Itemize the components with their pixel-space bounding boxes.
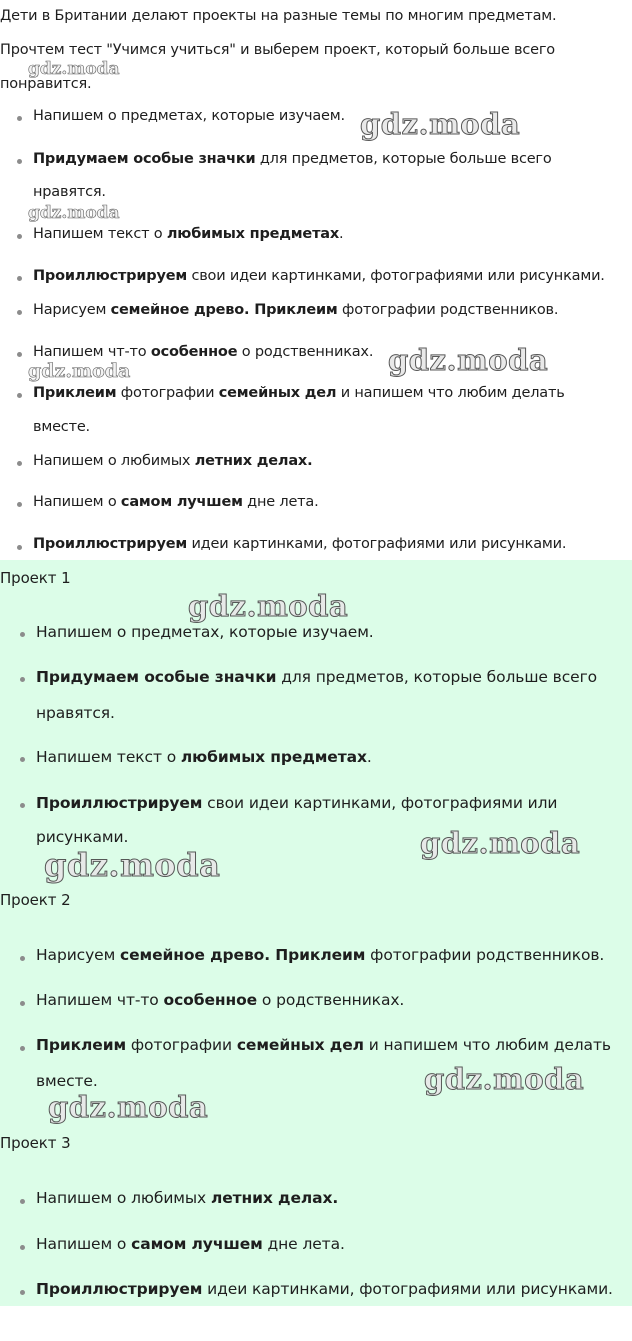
list-bullet <box>17 310 22 315</box>
intro-section <box>0 0 632 560</box>
projects-panel <box>0 560 632 1306</box>
list-item-3 <box>33 226 343 242</box>
list-item-7-continued: вместе. <box>33 419 90 435</box>
project-1-item-2-continued: нравятся. <box>36 704 115 722</box>
watermark-logo: gdz.moda <box>48 1090 209 1124</box>
item-text: . <box>366 748 372 766</box>
watermark-logo: gdz.moda <box>44 846 221 884</box>
project-1-item-4 <box>36 794 557 812</box>
item-text: идеи картинками, фотографиями или рисунками. <box>187 536 567 552</box>
project-1-item-1: Напишем о предметах, которые изучаем. <box>36 623 374 641</box>
bold-text: Придумаем особые значки <box>33 151 256 167</box>
item-text: о родственниках. <box>257 991 405 1009</box>
watermark-logo: gdz.moda <box>424 1062 585 1096</box>
intro-paragraph-3: понравится. <box>0 76 92 92</box>
bold-text: семейных дел <box>236 1036 364 1054</box>
list-bullet <box>20 1290 25 1295</box>
bold-text: самом лучшем <box>120 494 243 510</box>
project-2-item-3-continued: вместе. <box>36 1072 98 1090</box>
list-item-8 <box>33 453 312 469</box>
project-2-item-3 <box>36 1036 611 1054</box>
list-bullet <box>20 803 25 808</box>
list-item-10 <box>33 536 566 552</box>
list-item-1: Напишем о предметах, которые изучаем. <box>33 108 345 124</box>
list-bullet <box>17 502 22 507</box>
list-bullet <box>17 234 22 239</box>
item-text: Напишем текст о <box>33 226 167 242</box>
bold-text: любимых предметах <box>166 226 340 242</box>
bold-text: самом лучшем <box>131 1235 263 1253</box>
item-text: фотографии <box>126 1036 237 1054</box>
intro-paragraph-2: Прочтем тест "Учимся учиться" и выберем проект, который больше всего <box>0 42 555 58</box>
list-item-6 <box>33 344 373 360</box>
item-text: и напишем что любим делать <box>336 385 565 401</box>
list-bullet <box>17 545 22 550</box>
item-text: Напишем чт-то <box>33 344 151 360</box>
list-item-5 <box>33 302 558 318</box>
item-text: Напишем о любимых <box>33 453 195 469</box>
item-text: фотографии родственников. <box>337 302 559 318</box>
bold-text: Приклеим <box>33 385 117 401</box>
watermark-logo: gdz.moda <box>188 589 349 623</box>
list-bullet <box>20 1199 25 1204</box>
list-item-2-continued: нравятся. <box>33 184 106 200</box>
item-text: Напишем текст о <box>36 748 181 766</box>
watermark-logo: gdz.moda <box>360 107 521 141</box>
item-text: Напишем о <box>33 494 121 510</box>
list-bullet <box>20 956 25 961</box>
item-text: о родственниках. <box>237 344 374 360</box>
item-text: для предметов, которые больше всего <box>276 668 597 686</box>
bold-text: летних делах. <box>194 453 313 469</box>
project-2-item-1 <box>36 946 604 964</box>
item-text: Нарисуем <box>36 946 121 964</box>
list-bullet <box>20 1046 25 1051</box>
bold-text: Проиллюстрируем <box>36 1280 203 1298</box>
list-bullet <box>17 393 22 398</box>
item-text: дне лета. <box>242 494 319 510</box>
item-text: Напишем о любимых <box>36 1189 211 1207</box>
intro-paragraph-1: Дети в Британии делают проекты на разные темы по многим предметам. <box>0 8 557 24</box>
watermark-logo: gdz.moda <box>28 360 131 382</box>
item-text: . <box>339 226 344 242</box>
list-bullet <box>20 1001 25 1006</box>
list-bullet <box>17 159 22 164</box>
list-bullet <box>17 276 22 281</box>
list-bullet <box>17 461 22 466</box>
bold-text: семейных дел <box>218 385 337 401</box>
item-text: и напишем что любим делать <box>363 1036 611 1054</box>
watermark-logo: gdz.moda <box>28 59 120 79</box>
item-text: фотографии родственников. <box>365 946 605 964</box>
bold-text: летних делах. <box>210 1189 339 1207</box>
bold-text: особенное <box>163 991 258 1009</box>
list-item-2 <box>33 151 552 167</box>
list-bullet <box>20 1245 25 1250</box>
item-text: идеи картинками, фотографиями или рисунками. <box>202 1280 613 1298</box>
project-3-item-1 <box>36 1189 338 1207</box>
list-bullet <box>20 757 25 762</box>
watermark-logo: gdz.moda <box>388 343 549 377</box>
project-2-heading: Проект 2 <box>0 891 71 909</box>
bold-text: Приклеим <box>36 1036 127 1054</box>
item-text: для предметов, которые больше всего <box>255 151 552 167</box>
bold-text: Проиллюстрируем <box>36 794 203 812</box>
project-1-heading: Проект 1 <box>0 569 71 587</box>
bold-text: семейное древо. Приклеим <box>120 946 366 964</box>
bold-text: Проиллюстрируем <box>33 536 188 552</box>
item-text: свои идеи картинками, фотографиями или <box>202 794 558 812</box>
project-3-item-3 <box>36 1280 613 1298</box>
list-item-7 <box>33 385 565 401</box>
list-bullet <box>20 632 25 637</box>
item-text: Напишем чт-то <box>36 991 164 1009</box>
item-text: дне лета. <box>262 1235 345 1253</box>
bold-text: Проиллюстрируем <box>33 268 188 284</box>
bold-text: любимых предметах <box>180 748 367 766</box>
item-text: Напишем о <box>36 1235 132 1253</box>
list-item-4 <box>33 268 605 284</box>
bold-text: Придумаем особые значки <box>36 668 277 686</box>
project-1-item-2 <box>36 668 597 686</box>
project-1-item-4-continued: рисунками. <box>36 828 129 846</box>
item-text: свои идеи картинками, фотографиями или рисунками. <box>187 268 605 284</box>
project-1-item-3 <box>36 748 372 766</box>
list-item-9 <box>33 494 319 510</box>
project-2-item-2 <box>36 991 404 1009</box>
bold-text: семейное древо. Приклеим <box>110 302 338 318</box>
watermark-logo: gdz.moda <box>28 203 120 223</box>
list-bullet <box>17 352 22 357</box>
list-bullet <box>17 116 22 121</box>
item-text: Нарисуем <box>33 302 111 318</box>
project-3-heading: Проект 3 <box>0 1134 71 1152</box>
list-bullet <box>20 677 25 682</box>
watermark-logo: gdz.moda <box>420 826 581 860</box>
item-text: фотографии <box>116 385 219 401</box>
bold-text: особенное <box>150 344 238 360</box>
project-3-item-2 <box>36 1235 345 1253</box>
